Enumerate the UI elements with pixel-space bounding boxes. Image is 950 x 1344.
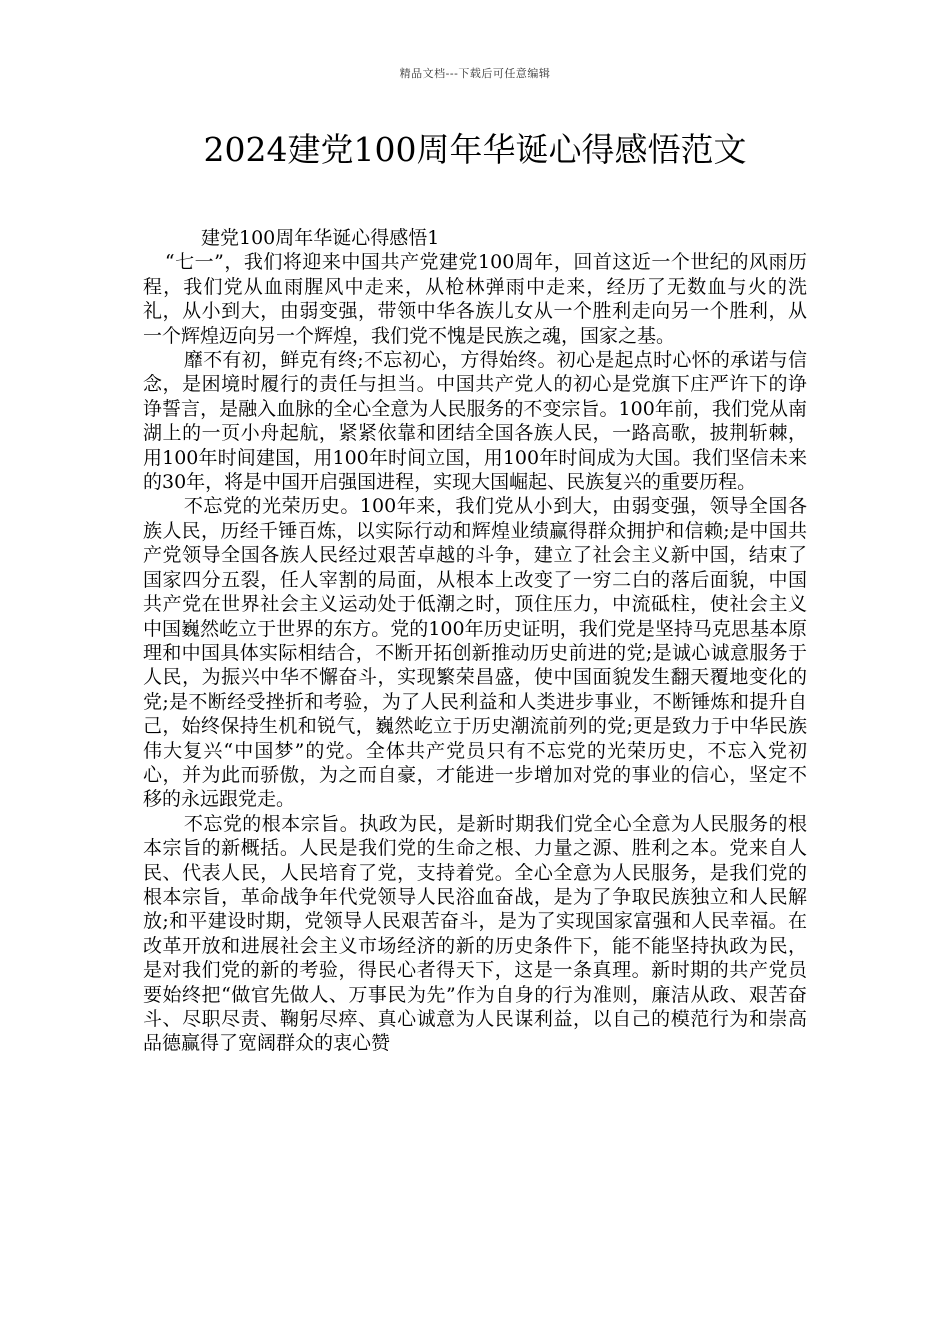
header-note: 精品文档---下载后可任意编辑 bbox=[399, 67, 551, 80]
document-title: 2024建党100周年华诞心得感悟范文 bbox=[203, 130, 747, 169]
paragraph-4: 不忘党的根本宗旨。执政为民，是新时期我们党全心全意为人民服务的根本宗旨的新概括。人民是我们党的生命之根、力量之源、胜利之本。党来自人民、代表人民，人民培育了党，支持着党。全心全意为人民服务，是我们党的根本宗旨，革命战争年代党领导人民浴血奋战，是为了争取民族独立和人民解放;和平建设时期，党领导人民艰苦奋斗，是为了实现国家富强和人民幸福。在改革开放和进展社会主义市场经济的新的历史条件下，能不能坚持执政为民，是对我们党的新的考验，得民心者得天下，这是一条真理。新时期的共产党员要始终把“做官先做人、万事民为先”作为自身的行为准则，廉洁从政、艰苦奋斗、尽职尽责、鞠躬尽瘁、真心诚意为人民谋利益，以自己的模范行为和崇高品德赢得了宽阔群众的衷心赞 bbox=[143, 812, 807, 1055]
paragraph-2: 靡不有初，鲜克有终;不忘初心，方得始终。初心是起点时心怀的承诺与信念，是困境时履行的责任与担当。中国共产党人的初心是党旗下庄严许下的诤诤誓言，是融入血脉的全心全意为人民服务的不变宗旨。100年前，我们党从南湖上的一页小舟起航，紧紧依靠和团结全国各族人民，一路高歌，披荆斩棘，用100年时间建国，用100年时间立国，用100年时间成为大国。我们坚信未来的30年，将是中国开启强国进程，实现大国崛起、民族复兴的重要历程。 bbox=[143, 349, 807, 494]
section-subheading: 建党100周年华诞心得感悟1 bbox=[201, 227, 440, 249]
document-body bbox=[143, 226, 807, 1056]
paragraph-3: 不忘党的光荣历史。100年来，我们党从小到大，由弱变强，领导全国各族人民，历经千锤百炼，以实际行动和辉煌业绩赢得群众拥护和信赖;是中国共产党领导全国各族人民经过艰苦卓越的斗争，建立了社会主义新中国，结束了国家四分五裂，任人宰割的局面，从根本上改变了一穷二白的落后面貌，中国共产党在世界社会主义运动处于低潮之时，顶住压力，中流砥柱，使社会主义中国巍然屹立于世界的东方。党的100年历史证明，我们党是坚持马克思基本原理和中国具体实际相结合，不断开拓创新推动历史前进的党;是诚心诚意服务于人民，为振兴中华不懈奋斗，实现繁荣昌盛，使中国面貌发生翻天覆地变化的党;是不断经受挫折和考验，为了人民利益和人类进步事业，不断锤炼和提升自己，始终保持生机和锐气，巍然屹立于历史潮流前列的党;更是致力于中华民族伟大复兴“中国梦”的党。全体共产党员只有不忘党的光荣历史，不忘入党初心，并为此而骄傲，为之而自豪，才能进一步增加对党的事业的信心，坚定不移的永远跟党走。 bbox=[143, 495, 807, 811]
paragraph-1: “七一”，我们将迎来中国共产党建党100周年，回首这近一个世纪的风雨历程，我们党从血雨腥风中走来，从枪林弹雨中走来，经历了无数血与火的洗礼，从小到大，由弱变强，带领中华各族儿女从一个胜利走向另一个胜利，从一个辉煌迈向另一个辉煌，我们党不愧是民族之魂，国家之基。 bbox=[143, 251, 807, 347]
